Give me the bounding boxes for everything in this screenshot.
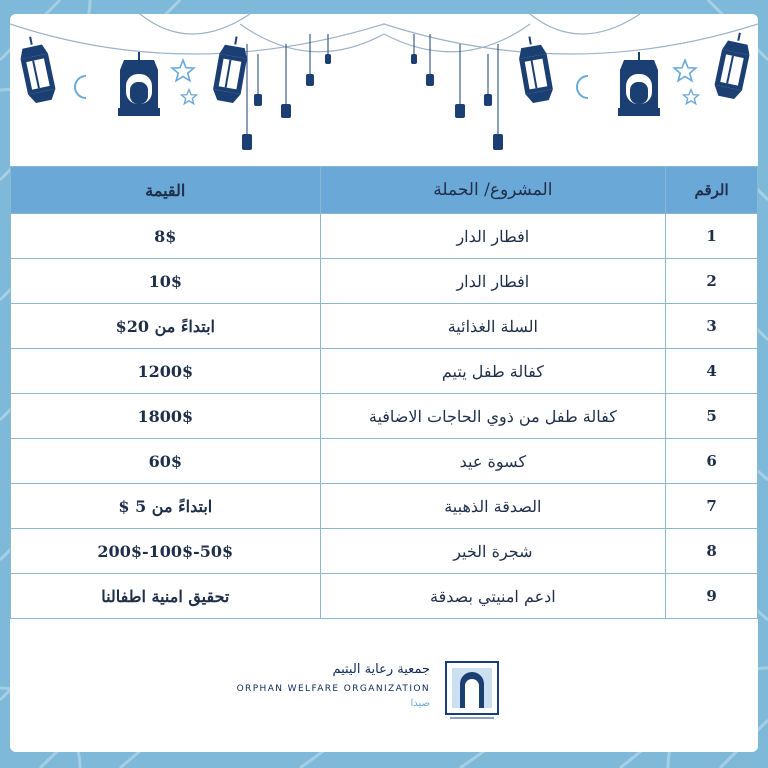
- row-number: 5: [666, 394, 758, 439]
- row-number: 1: [666, 214, 758, 259]
- row-number: 2: [666, 259, 758, 304]
- row-number: 8: [666, 529, 758, 574]
- row-project: السلة الغذائية: [320, 304, 666, 349]
- row-value: 1200$: [11, 349, 321, 394]
- table-row: [11, 259, 758, 304]
- row-value: تحقيق امنية اطفالنا: [11, 574, 321, 619]
- row-project: الصدقة الذهبية: [320, 484, 666, 529]
- star-icon: [672, 58, 698, 84]
- table-row: [11, 394, 758, 439]
- lantern-icon: [710, 32, 754, 108]
- row-number: 9: [666, 574, 758, 619]
- price-table: [10, 166, 758, 619]
- lantern-icon: [514, 36, 558, 112]
- row-value: 8$: [11, 214, 321, 259]
- row-value: 10$: [11, 259, 321, 304]
- table-row: [11, 304, 758, 349]
- table-row: [11, 349, 758, 394]
- row-number: 7: [666, 484, 758, 529]
- row-project: كسوة عيد: [320, 439, 666, 484]
- lantern-icon: [208, 36, 252, 112]
- table-header-row: [11, 167, 758, 214]
- row-project: افطار الدار: [320, 259, 666, 304]
- logo-arabic-name: جمعية رعاية اليتيم: [332, 662, 430, 677]
- row-value: 50$-100$-200$: [11, 529, 321, 574]
- crescent-icon: [570, 74, 596, 100]
- logo-city: صيدا: [410, 698, 430, 709]
- lantern-icon: [614, 52, 664, 120]
- header-project: المشروع/ الحملة: [320, 167, 666, 214]
- row-value: ابتداءً من 20$: [11, 304, 321, 349]
- row-project: كفالة طفل يتيم: [320, 349, 666, 394]
- star-icon: [180, 88, 198, 106]
- logo-english-name: ORPHAN WELFARE ORGANIZATION: [236, 684, 430, 694]
- row-project: ادعم امنيتي بصدقة: [320, 574, 666, 619]
- row-value: ابتداءً من 5 $: [11, 484, 321, 529]
- row-value: 1800$: [11, 394, 321, 439]
- price-card: [10, 14, 758, 752]
- row-number: 3: [666, 304, 758, 349]
- header-number: الرقم: [666, 167, 758, 214]
- row-value: 60$: [11, 439, 321, 484]
- header-value: القيمة: [11, 167, 321, 214]
- table-row: [11, 529, 758, 574]
- row-project: افطار الدار: [320, 214, 666, 259]
- table-row: [11, 484, 758, 529]
- row-project: شجرة الخير: [320, 529, 666, 574]
- row-number: 6: [666, 439, 758, 484]
- table-row: [11, 574, 758, 619]
- row-number: 4: [666, 349, 758, 394]
- row-project: كفالة طفل من ذوي الحاجات الاضافية: [320, 394, 666, 439]
- star-icon: [170, 58, 196, 84]
- logo-emblem-icon: [442, 658, 502, 722]
- lantern-icon: [16, 36, 60, 112]
- organization-logo: [236, 654, 510, 726]
- table-row: [11, 214, 758, 259]
- table-row: [11, 439, 758, 484]
- lantern-icon: [114, 52, 164, 120]
- star-icon: [682, 88, 700, 106]
- crescent-icon: [68, 74, 94, 100]
